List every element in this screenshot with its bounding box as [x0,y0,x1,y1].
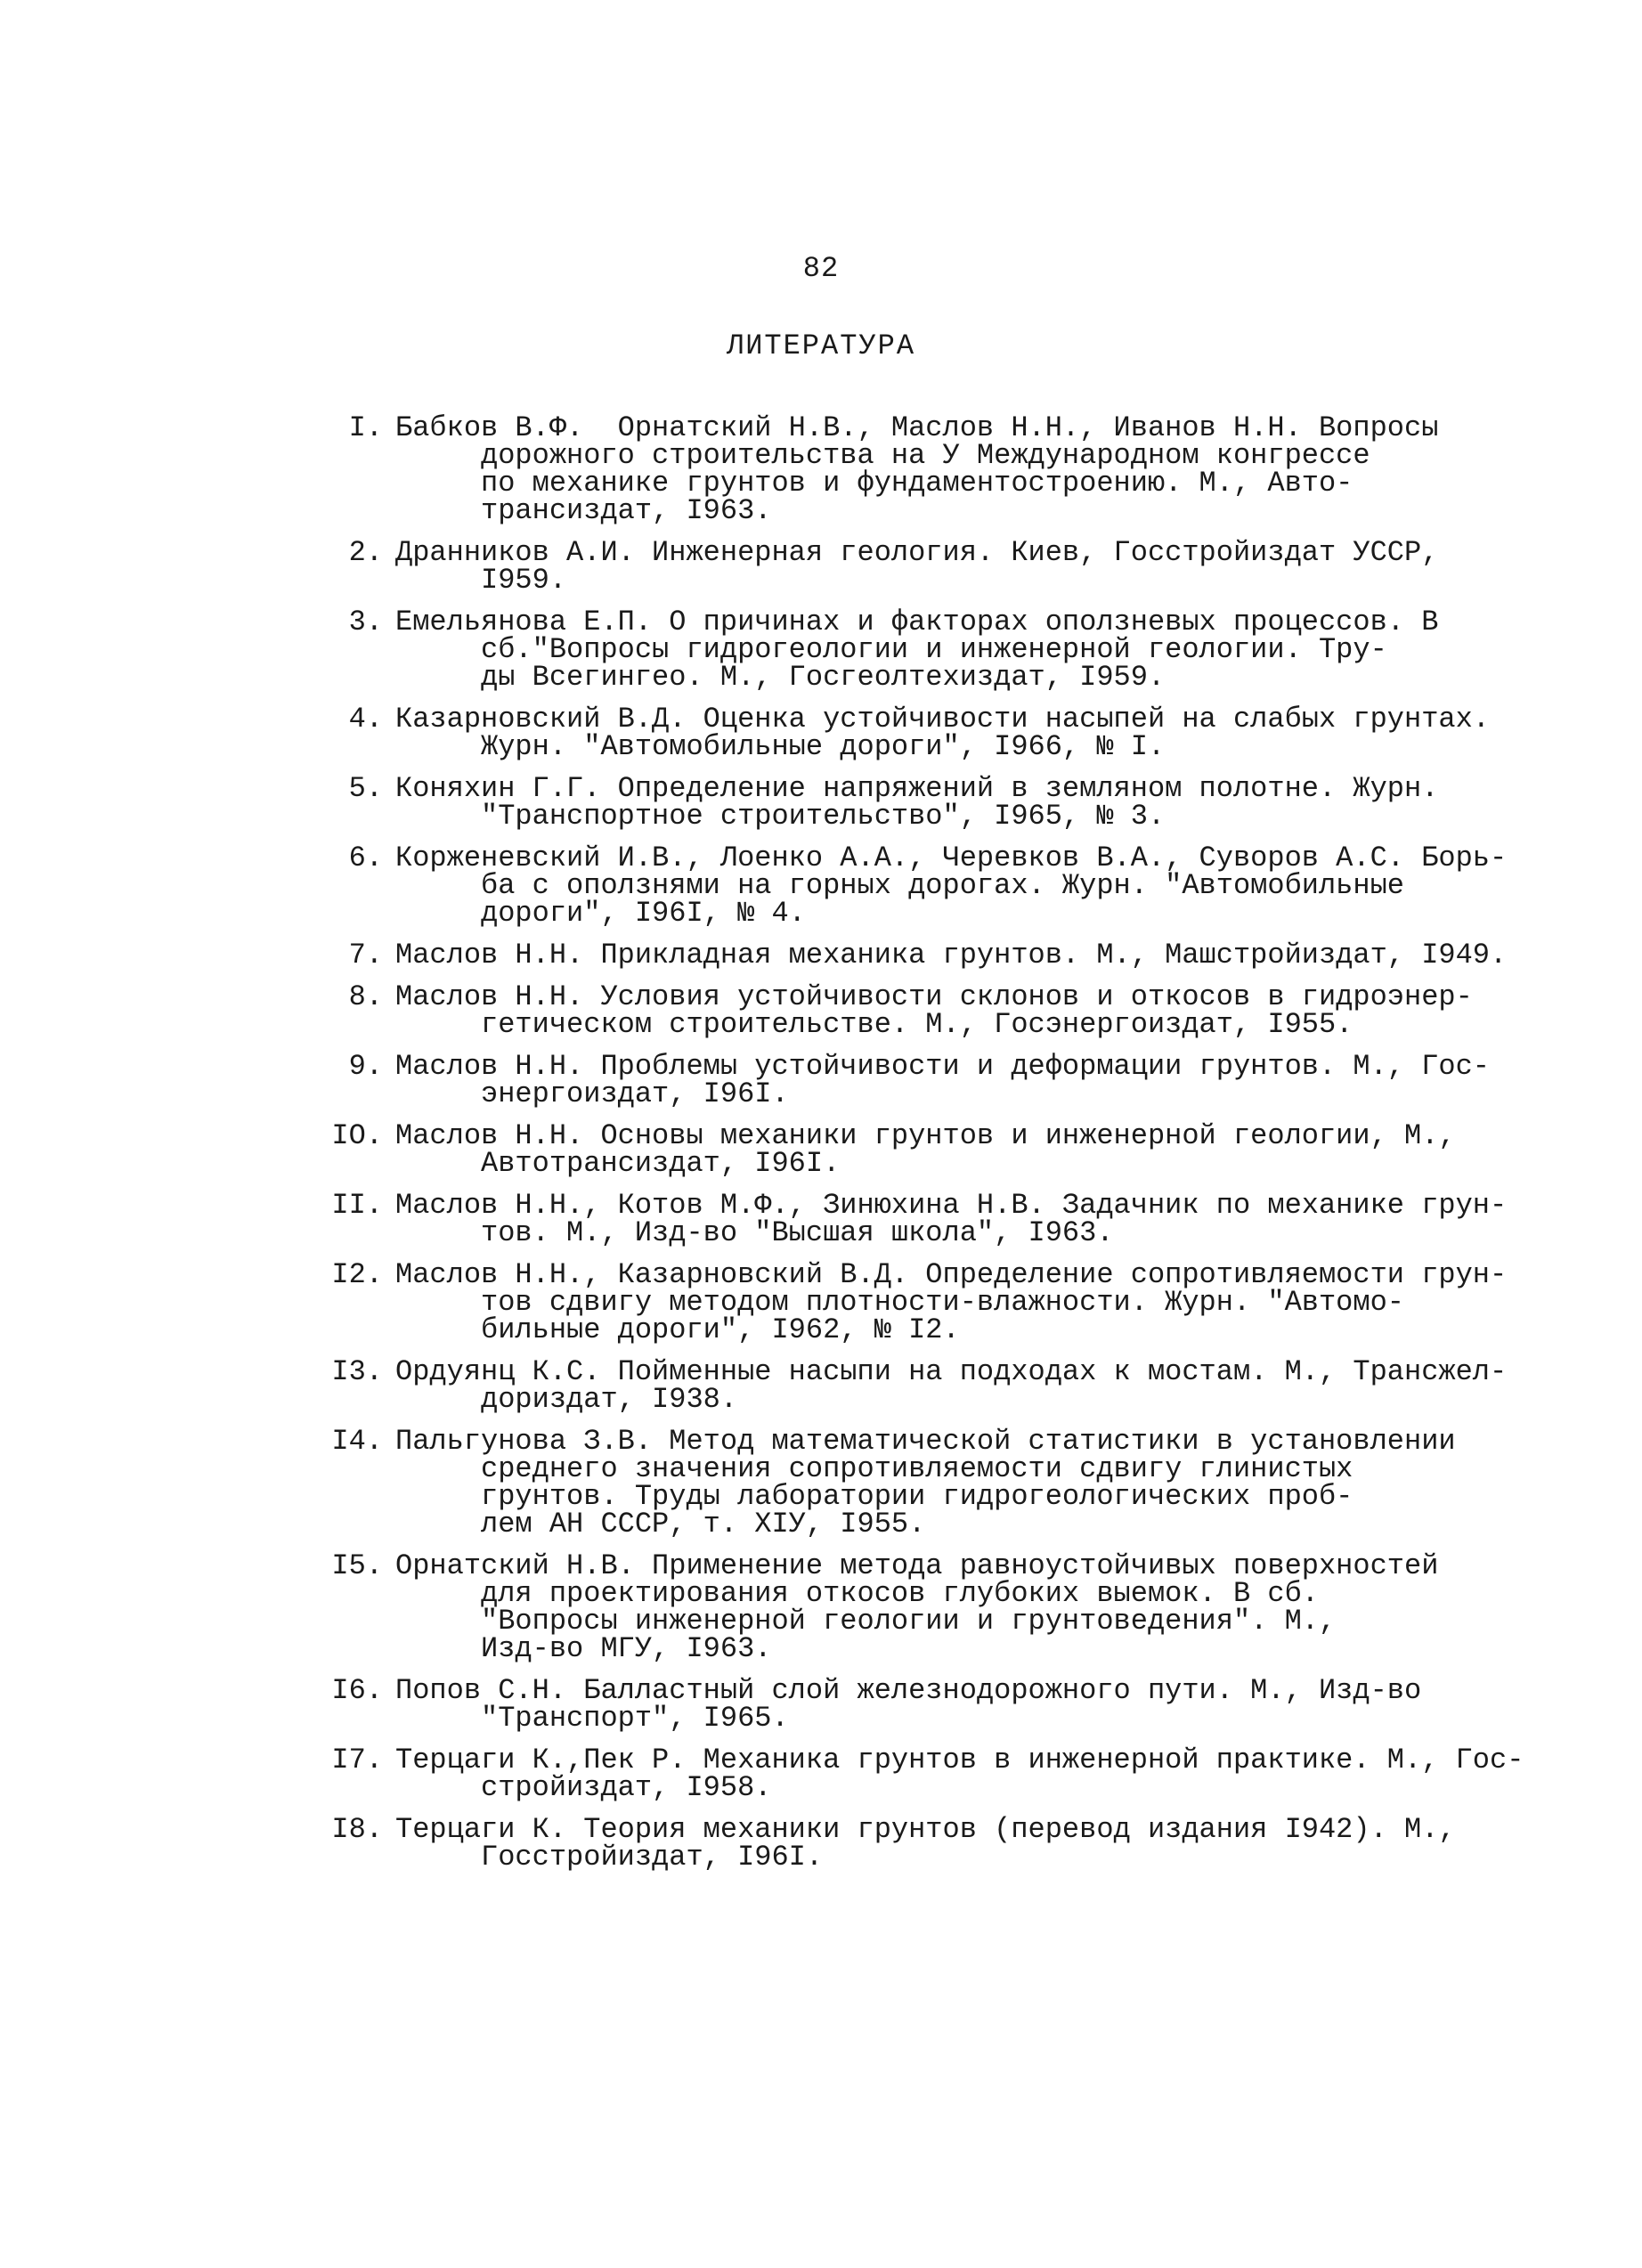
reference-text-line: грунтов. Труды лаборатории гидрогеологических проб- [395,1480,1353,1513]
reference-number: I. [348,411,383,444]
reference-item [321,1119,1567,1180]
reference-list [321,411,1567,1885]
reference-text [395,1427,1567,1538]
reference-number: I4. [331,1425,383,1458]
reference-text [395,1258,1567,1346]
reference-text [395,1191,1567,1247]
reference-text-line: Коняхин Г.Г. Определение напряжений в земляном полотне. Журн. [395,772,1439,805]
reference-text-line: трансиздат, I963. [395,494,772,527]
reference-text-line: Казарновский В.Д. Оценка устойчивости насыпей на слабых грунтах. [395,703,1490,736]
reference-text-line: тов. М., Изд-во "Высшая школа", I963. [395,1216,1114,1249]
reference-item [321,606,1567,694]
reference-text-line: лем АН СССР, т. XIУ, I955. [395,1508,926,1540]
reference-text-line: Орнатский Н.В. Применение метода равноустойчивых поверхностей [395,1549,1439,1582]
reference-number: I7. [331,1744,383,1776]
reference-item [321,1355,1567,1416]
reference-text-line: тов сдвигу методом плотности-влажности. Журн. "Автомо- [395,1286,1404,1319]
reference-number: I5. [331,1549,383,1582]
reference-text-line: Ордуянц К.С. Пойменные насыпи на подходах к мостам. М., Трансжел- [395,1355,1508,1388]
reference-number: 9. [348,1050,383,1083]
reference-text [395,1674,1567,1735]
reference-text [395,536,1567,597]
reference-text [395,703,1567,763]
reference-item [321,1258,1567,1346]
reference-item [321,941,1567,969]
reference-text-line: ба с оползнями на горных дорогах. Журн. "Автомобильные [395,869,1404,902]
reference-text-line: I959. [395,564,567,597]
reference-text-line: для проектирования откосов глубоких выемок. В сб. [395,1577,1319,1610]
reference-text-line: "Транспорт", I965. [395,1702,789,1735]
reference-text [395,1355,1567,1416]
reference-item [321,703,1567,763]
reference-text-line: по механике грунтов и фундаментостроению. М., Авто- [395,467,1353,500]
reference-text-line: Маслов Н.Н. Прикладная механика грунтов. М., Машстройиздат, I949. [395,939,1508,971]
reference-item [321,1674,1567,1735]
reference-item [321,1744,1567,1804]
reference-text-line: ды Всегингео. М., Госгеолтехиздат, I959. [395,661,1166,694]
reference-text-line: Маслов Н.Н. Проблемы устойчивости и деформации грунтов. М., Гос- [395,1050,1490,1083]
reference-text [395,1119,1567,1180]
reference-item [321,1191,1567,1247]
reference-text-line: энергоиздат, I96I. [395,1077,789,1110]
reference-text-line: Изд-во МГУ, I963. [395,1632,772,1665]
reference-text-line: среднего значения сопротивляемости сдвигу глинистых [395,1452,1353,1485]
reference-text [395,411,1567,527]
reference-text [395,1549,1567,1665]
reference-number: I2. [331,1258,383,1291]
reference-number: II. [331,1189,383,1222]
reference-text [395,980,1567,1041]
reference-item [321,1050,1567,1110]
reference-text-line: стройиздат, I958. [395,1771,772,1804]
reference-item [321,1813,1567,1874]
reference-text-line: "Вопросы инженерной геологии и грунтоведения". М., [395,1605,1337,1638]
reference-item [321,1549,1567,1665]
reference-number: 8. [348,980,383,1013]
reference-text-line: Корженевский И.В., Лоенко А.А., Черевков В.А., Суворов А.С. Борь- [395,841,1508,874]
page-title: ЛИТЕРАТУРА [726,329,916,362]
reference-number: I3. [331,1355,383,1388]
reference-number: 5. [348,772,383,805]
reference-text-line: "Транспортное строительство", I965, № 3. [395,800,1166,833]
reference-number: I8. [331,1813,383,1846]
reference-text-line: Терцаги К. Теория механики грунтов (перевод издания I942). М., [395,1813,1456,1846]
reference-text-line: Госстройиздат, I96I. [395,1841,824,1874]
reference-text [395,772,1567,833]
reference-number: 3. [348,606,383,638]
reference-text-line: Маслов Н.Н. Основы механики грунтов и инженерной геологии, М., [395,1119,1456,1152]
reference-text-line: Автотрансиздат, I96I. [395,1147,841,1180]
reference-text-line: Попов С.Н. Балластный слой железнодорожного пути. М., Изд-во [395,1674,1422,1707]
reference-text-line: сб."Вопросы гидрогеологии и инженерной геологии. Тру- [395,633,1387,666]
reference-number: I6. [331,1674,383,1707]
reference-item [321,980,1567,1041]
reference-number: 4. [348,703,383,736]
reference-number: 7. [348,939,383,971]
reference-number: 6. [348,841,383,874]
reference-text-line: Емельянова Е.П. О причинах и факторах оползневых процессов. В [395,606,1439,638]
reference-item [321,411,1567,527]
reference-item [321,841,1567,930]
reference-text-line: Пальгунова З.В. Метод математической статистики в установлении [395,1425,1456,1458]
reference-item [321,1427,1567,1538]
reference-text-line: Маслов Н.Н., Котов М.Ф., Зинюхина Н.В. Задачник по механике грун- [395,1189,1508,1222]
reference-item [321,772,1567,833]
reference-text [395,1050,1567,1110]
reference-number: 2. [348,536,383,569]
reference-text-line: дориздат, I938. [395,1383,738,1416]
reference-text-line: гетическом строительстве. М., Госэнергоиздат, I955. [395,1008,1353,1041]
reference-text [395,1744,1567,1804]
reference-text [395,1813,1567,1874]
reference-item [321,536,1567,597]
reference-text-line: дорожного строительства на У Международном конгрессе [395,439,1370,472]
reference-text [395,606,1567,694]
reference-text-line: Маслов Н.Н., Казарновский В.Д. Определение сопротивляемости грун- [395,1258,1508,1291]
reference-text [395,941,1567,969]
reference-number: IO. [331,1119,383,1152]
reference-text [395,841,1567,930]
reference-text-line: Дранников А.И. Инженерная геология. Киев, Госстройиздат УССР, [395,536,1439,569]
reference-text-line: Журн. "Автомобильные дороги", I966, № I. [395,730,1166,763]
reference-text-line: Бабков В.Ф. Орнатский Н.В., Маслов Н.Н., Иванов Н.Н. Вопросы [395,411,1439,444]
reference-text-line: Терцаги К.,Пек Р. Механика грунтов в инженерной практике. М., Гос- [395,1744,1524,1776]
reference-text-line: Маслов Н.Н. Условия устойчивости склонов и откосов в гидроэнер- [395,980,1473,1013]
reference-text-line: дороги", I96I, № 4. [395,897,806,930]
reference-text-line: бильные дороги", I962, № I2. [395,1313,960,1346]
page-number: 82 [802,252,840,285]
